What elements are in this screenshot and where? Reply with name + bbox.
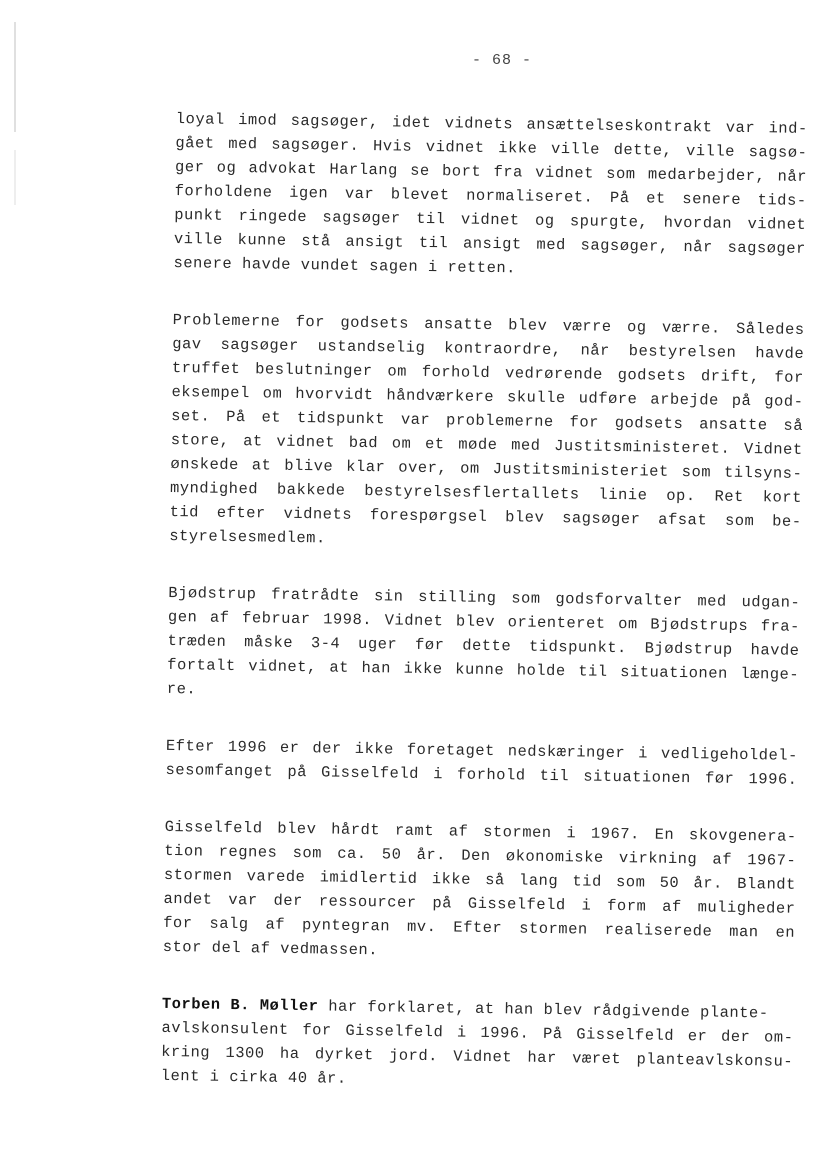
paragraph-3 — [167, 581, 801, 711]
text-line: eksempel om hvorvidt håndværkere skulle udføre arbejde på god- — [171, 382, 804, 411]
text-line: andet var der ressourcer på Gisselfeld i form af muligheder — [163, 889, 796, 918]
text-line: loyal imod sagsøger, idet vidnets ansættelseskontrakt var ind- — [175, 109, 808, 138]
text-line: truffet beslutninger om forhold vedrørende godsets drift, for — [171, 358, 804, 387]
text-fragment: har forklaret, at han blev rådgivende plante- — [318, 997, 769, 1023]
text-line: stor del af vedmassen. — [162, 937, 379, 960]
scan-edge-mark — [14, 150, 16, 205]
scan-edge-mark — [14, 22, 16, 132]
text-line: kring 1300 ha dyrket jord. Vidnet har været planteavlskonsu- — [161, 1042, 794, 1071]
text-line: tion regnes som ca. 50 år. Den økonomiske virkning af 1967- — [164, 841, 797, 870]
paragraph-4 — [165, 734, 798, 792]
witness-name: Torben B. Møller — [161, 994, 319, 1016]
text-line: gået med sagsøger. Hvis vidnet ikke ville dette, ville sagsø- — [175, 133, 808, 162]
text-line: Gisselfeld blev hårdt ramt af stormen i 1967. En skovgenera- — [164, 817, 797, 846]
text-line: gav sagsøger ustandselig kontraordre, når bestyrelsen havde — [172, 334, 805, 363]
paragraph-2 — [169, 308, 805, 558]
text-line: stormen varede imidlertid ikke så lang tid som 50 år. Blandt — [163, 865, 797, 894]
text-line: sesomfanget på Gisselfeld i forhold til situationen før 1996. — [165, 760, 798, 789]
text-line: Efter 1996 er der ikke foretaget nedskæringer i vedligeholdel- — [165, 736, 799, 765]
text-line: ger og advokat Harlang se bort fra vidnet som medarbejder, når — [174, 157, 808, 186]
text-line: Bjødstrup fratrådte sin stilling som godsforvalter med udgan- — [168, 583, 801, 612]
text-line: for salg af pyntegran mv. Efter stormen realiserede man en — [163, 913, 796, 942]
text-line: træden måske 3-4 uger før dette tidspunkt. Bjødstrup havde — [167, 631, 800, 660]
text-line: avlskonsulent for Gisselfeld i 1996. På Gisselfeld er der om- — [161, 1018, 794, 1047]
text-line: ville kunne stå ansigt til ansigt med sagsøger, når sagsøger — [173, 229, 806, 258]
paragraph-6 — [161, 992, 794, 1098]
text-line: lent i cirka 40 år. — [160, 1066, 347, 1088]
paragraph-1 — [173, 107, 808, 285]
text-line: fortalt vidnet, at han ikke kunne holde til situationen længe- — [167, 655, 800, 684]
text-line: ønskede at blive klar over, om Justitsministeriet som tilsyns- — [170, 454, 803, 483]
text-line: forholdene igen var blevet normaliseret. På et senere tids- — [174, 181, 807, 210]
text-line: myndighed bakkede bestyrelsesflertallets linie op. Ret kort — [169, 478, 803, 507]
text-line: gen af februar 1998. Vidnet blev orienteret om Bjødstrups fra- — [167, 607, 801, 636]
page-number: - 68 - — [472, 52, 533, 69]
document-body — [160, 107, 808, 1131]
text-line: set. På et tidspunkt var problemerne for godsets ansatte så — [171, 406, 804, 435]
text-line: punkt ringede sagsøger til vidnet og spurgte, hvordan vidnet — [174, 205, 807, 234]
text-line: store, at vidnet bad om et møde med Justitsministeret. Vidnet — [170, 430, 803, 459]
text-line: re. — [166, 679, 197, 699]
paragraph-5 — [163, 815, 797, 969]
text-line: styrelsesmedlem. — [169, 526, 326, 548]
text-line: Problemerne for godsets ansatte blev værre og værre. Således — [172, 310, 805, 339]
text-line: tid efter vidnets forespørgsel blev sagsøger afsat som be- — [169, 502, 802, 531]
text-line: senere havde vundet sagen i retten. — [173, 253, 517, 278]
